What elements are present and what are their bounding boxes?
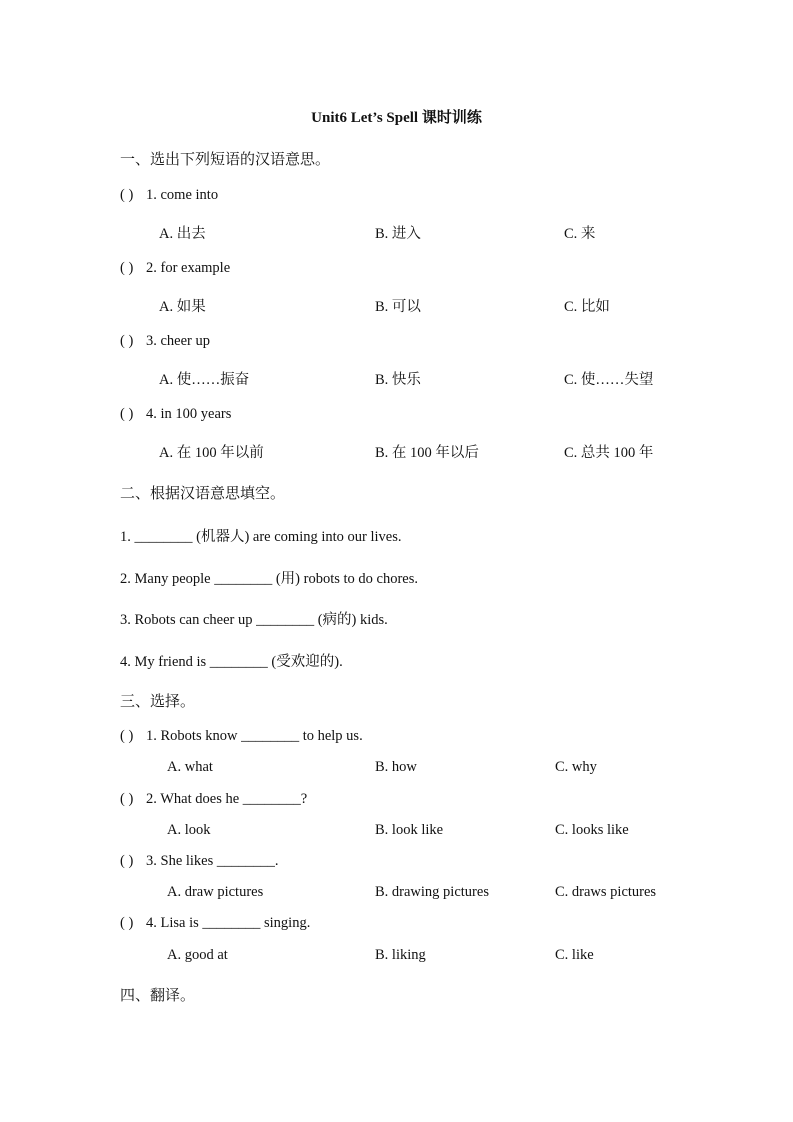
s3-question-4 [120, 915, 310, 932]
s3-question-1 [120, 728, 363, 745]
s1-q3-option-c: C. 使……失望 [564, 372, 654, 388]
answer-blank[interactable]: ( ) [120, 853, 134, 869]
question-stem: 3. cheer up [146, 333, 211, 349]
section-4-heading: 四、翻译。 [120, 986, 196, 1004]
s1-q3-option-a: A. 使……振奋 [159, 372, 250, 388]
s3-q4-option-b: B. liking [375, 947, 426, 963]
s1-q2-option-c: C. 比如 [564, 299, 610, 315]
s1-question-3 [120, 333, 210, 350]
section-2-heading: 二、根据汉语意思填空。 [120, 484, 286, 502]
s2-item-2: 2. Many people ________ (用) robots to do chores. [120, 571, 419, 587]
s3-q4-option-c: C. like [555, 947, 594, 963]
s1-q4-option-a: A. 在 100 年以前 [159, 445, 264, 461]
section-3-heading: 三、选择。 [120, 692, 196, 710]
answer-blank[interactable]: ( ) [120, 406, 134, 422]
answer-blank[interactable]: ( ) [120, 333, 134, 349]
s3-q1-option-b: B. how [375, 759, 417, 775]
question-stem: 4. in 100 years [146, 406, 232, 422]
answer-blank[interactable]: ( ) [120, 791, 134, 807]
s3-question-2 [120, 791, 307, 808]
s1-q1-option-c: C. 来 [564, 226, 596, 242]
s1-q1-option-a: A. 出去 [159, 226, 206, 242]
s2-item-1: 1. ________ (机器人) are coming into our lives. [120, 529, 402, 545]
question-stem: 1. come into [146, 187, 219, 203]
s1-q2-option-a: A. 如果 [159, 299, 206, 315]
s3-q1-option-c: C. why [555, 759, 597, 775]
s1-q4-option-b: B. 在 100 年以后 [375, 445, 479, 461]
s3-q2-option-b: B. look like [375, 822, 444, 838]
answer-blank[interactable]: ( ) [120, 260, 134, 276]
answer-blank[interactable]: ( ) [120, 728, 134, 744]
s2-item-4: 4. My friend is ________ (受欢迎的). [120, 654, 343, 670]
s1-question-4 [120, 406, 231, 423]
s2-item-3: 3. Robots can cheer up ________ (病的) kids. [120, 612, 388, 628]
s1-q4-option-c: C. 总共 100 年 [564, 445, 654, 461]
answer-blank[interactable]: ( ) [120, 915, 134, 931]
answer-blank[interactable]: ( ) [120, 187, 134, 203]
question-stem: 2. for example [146, 260, 231, 276]
s3-q2-option-c: C. looks like [555, 822, 629, 838]
s1-q2-option-b: B. 可以 [375, 299, 421, 315]
question-stem: 2. What does he ________? [146, 791, 308, 807]
s1-question-2 [120, 260, 230, 277]
question-stem: 1. Robots know ________ to help us. [146, 728, 363, 744]
section-1-heading: 一、选出下列短语的汉语意思。 [120, 150, 331, 168]
s3-q1-option-a: A. what [167, 759, 213, 775]
s1-question-1 [120, 187, 218, 204]
s3-question-3 [120, 853, 279, 870]
s3-q2-option-a: A. look [167, 822, 211, 838]
s3-q3-option-b: B. drawing pictures [375, 884, 489, 900]
page-title: Unit6 Let’s Spell 课时训练 [311, 110, 482, 126]
s3-q3-option-a: A. draw pictures [167, 884, 264, 900]
s1-q3-option-b: B. 快乐 [375, 372, 421, 388]
question-stem: 4. Lisa is ________ singing. [146, 915, 311, 931]
question-stem: 3. She likes ________. [146, 853, 279, 869]
s3-q4-option-a: A. good at [167, 947, 228, 963]
s3-q3-option-c: C. draws pictures [555, 884, 657, 900]
s1-q1-option-b: B. 进入 [375, 226, 421, 242]
